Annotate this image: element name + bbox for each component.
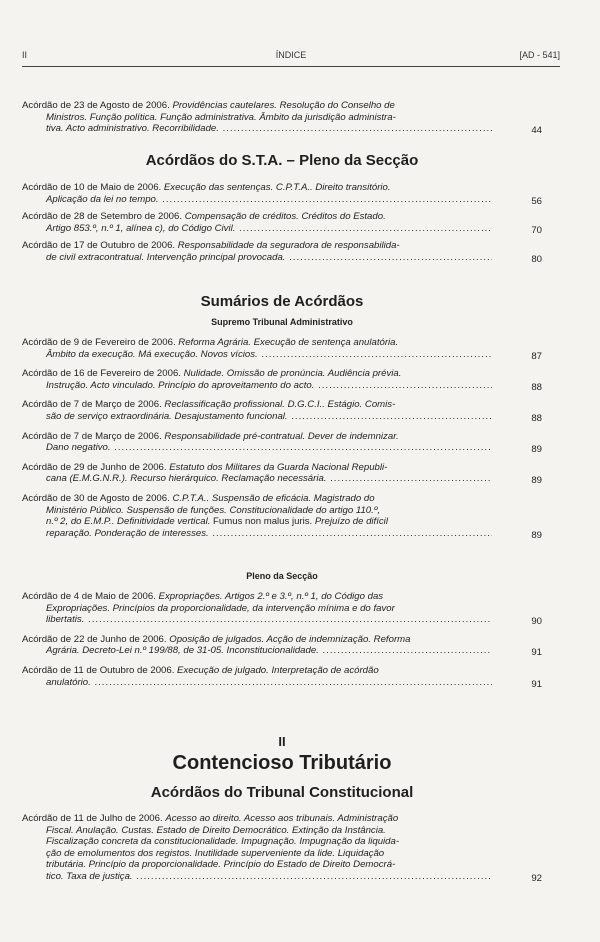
entry-line — [22, 603, 492, 615]
entry-subject-text: Nulidade. Omissão de pronúncia. Audiência prévia. — [183, 368, 402, 380]
entry-page-number: 91 — [531, 678, 542, 690]
entry-subject-text: Âmbito da execução. Má execução. Novos vícios. — [46, 348, 258, 360]
entry-line — [22, 411, 492, 423]
entry-subject-text: Artigo 853.º, n.º 1, alínea c), do Código Civil. — [46, 222, 236, 234]
entry-line — [22, 528, 492, 540]
entry-subject-text: Compensação de créditos. Créditos do Estado. — [184, 211, 386, 223]
entry-date-text: Acórdão de 11 de Outubro de 2006. — [22, 665, 178, 676]
entry-line — [22, 380, 492, 392]
entry-line — [22, 871, 492, 883]
entry-subject-text: Acesso ao direito. Acesso aos tribunais. Administração — [165, 813, 399, 824]
entry-page-number: 44 — [531, 125, 542, 137]
entry-page-number: 56 — [531, 195, 542, 207]
entry-page-number: 89 — [531, 475, 542, 487]
index-entry — [22, 431, 542, 454]
sumarios-subtitle: Supremo Tribunal Administrativo — [211, 317, 353, 327]
entry-line — [22, 813, 492, 825]
entry-line — [22, 100, 492, 112]
index-entry — [22, 665, 542, 688]
entry-line — [22, 634, 492, 646]
entry-subject-text: Reforma Agrária. Execução de sentença anulatória. — [178, 337, 399, 348]
entry-date-text: Acórdão de 16 de Fevereiro de 2006. — [22, 368, 184, 380]
entry-date-text: Acórdão de 17 de Outubro de 2006. — [22, 240, 178, 252]
entry-subject-text: Expropriações. Artigos 2.º e 3.º, n.º 1, do Código das — [158, 591, 384, 602]
tc-section-title: Acórdãos do Tribunal Constitucional — [150, 784, 414, 801]
entry-line — [22, 462, 492, 474]
header-title: ÍNDICE — [275, 50, 307, 60]
index-entry — [22, 182, 542, 205]
entry-date-text: Acórdão de 7 de Março de 2006. — [22, 399, 165, 411]
sta-section-title: Acórdãos do S.T.A. – Pleno da Secção — [145, 152, 419, 169]
entry-line — [22, 368, 492, 380]
entry-subject-text: Ministros. Função política. Função administrativa. Âmbito da jurisdição administra- — [46, 111, 396, 123]
entry-subject-text: Expropriações. Princípios da proporcionalidade, da intervenção mínima e do favor — [46, 602, 395, 614]
entry-line — [22, 223, 492, 235]
page-header — [22, 50, 560, 66]
entry-line — [22, 591, 492, 603]
entry-line — [22, 677, 492, 689]
entry-line — [22, 859, 492, 871]
entry-line — [22, 442, 492, 454]
entry-page-number: 90 — [531, 616, 542, 628]
index-entry — [22, 211, 542, 234]
entry-date-text: Acórdão de 30 de Agosto de 2006. — [22, 493, 173, 504]
entry-line — [22, 473, 492, 485]
entry-line — [22, 399, 492, 411]
index-entry — [22, 240, 542, 263]
entry-page-number: 92 — [531, 873, 542, 884]
part-number: II — [278, 734, 286, 749]
entry-subject-text: Execução de julgado. Interpretação de acórdão — [177, 665, 379, 676]
entry-page-number: 89 — [531, 444, 542, 456]
entry-date-text: Acórdão de 28 de Setembro de 2006. — [22, 211, 185, 223]
entry-subject-text: Prejuízo de difícil — [314, 516, 388, 528]
entry-subject-text: são de serviço extraordinária. Desajustamento funcional. — [46, 410, 288, 422]
entry-line — [22, 836, 492, 848]
entry-line — [22, 112, 492, 124]
entry-page-number: 88 — [531, 381, 542, 393]
entry-subject-text: anulatório. — [46, 676, 91, 688]
entry-subject-text: Dano negativo. — [46, 442, 111, 454]
entry-line — [22, 349, 492, 361]
entry-date-text: Acórdão de 9 de Fevereiro de 2006. — [22, 337, 179, 348]
entry-subject-text: n.º 2, do E.M.P.. Definitividade vertical. — [46, 516, 214, 528]
entry-subject-text: ção de emolumentos dos registos. Inutilidade superveniente da lide. Liquidação — [46, 847, 385, 859]
part-title: Contencioso Tributário — [172, 752, 392, 774]
entry-date-text: Acórdão de 11 de Julho de 2006. — [22, 813, 166, 824]
entry-page-number: 88 — [531, 412, 542, 424]
header-rule — [22, 66, 560, 67]
header-page-ref: [AD - 541] — [519, 50, 560, 60]
index-entry — [22, 813, 542, 883]
entry-page-number: 87 — [531, 350, 542, 362]
entry-line — [22, 848, 492, 860]
entry-subject-text: Estatuto dos Militares da Guarda Nacional Republi- — [169, 461, 388, 473]
entry-date-text: Acórdão de 22 de Junho de 2006. — [22, 633, 170, 645]
entry-subject-text: cana (E.M.G.N.R.). Recurso hierárquico. Reclamação necessária. — [46, 473, 327, 485]
entry-line — [22, 182, 492, 194]
entry-date-text: Acórdão de 29 de Junho de 2006. — [22, 461, 170, 473]
entry-subject-text: tiva. Acto administrativo. Recorribilidade. — [46, 123, 219, 135]
entry-line — [22, 825, 492, 837]
entry-line — [22, 211, 492, 223]
entry-subject-text: Instrução. Acto vinculado. Princípio do aproveitamento do acto. — [46, 379, 315, 391]
entry-line — [22, 252, 492, 264]
entry-line — [22, 337, 492, 349]
entry-subject-text: tico. Taxa de justiça. — [46, 870, 133, 882]
entry-subject-text: Oposição de julgados. Acção de indemnização. Reforma — [169, 633, 411, 645]
entry-line — [22, 505, 492, 517]
entry-subject-text: Fiscal. Anulação. Custas. Estado de Direito Democrático. Extinção da Instância. — [46, 824, 386, 836]
entry-page-number: 80 — [531, 253, 542, 265]
entry-subject-text: de civil extracontratual. Intervenção principal provocada. — [46, 251, 286, 263]
entry-line — [22, 194, 492, 206]
index-entry — [22, 100, 542, 135]
entry-line — [22, 665, 492, 677]
entry-subject-text: Fiscalização concreta da constitucionalidade. Impugnação. Impugnação da liquida- — [46, 836, 400, 848]
entry-subject-text: tributária. Princípio da proporcionalidade. Princípio do Estado de Direito Democrá- — [46, 859, 396, 871]
entry-subject-text: Responsabilidade pré-contratual. Dever de indemnizar. — [164, 430, 399, 442]
entry-line — [22, 493, 492, 505]
index-entry — [22, 462, 542, 485]
entry-subject-text: C.P.T.A.. Suspensão de eficácia. Magistrado do — [172, 493, 375, 504]
entry-subject-text: Providências cautelares. Resolução do Conselho de — [172, 100, 395, 111]
index-entry — [22, 634, 542, 657]
entry-subject-text: reparação. Ponderação de interesses. — [46, 527, 209, 539]
index-entry — [22, 399, 542, 422]
entry-subject-text: Responsabilidade da seguradora de responsabilida- — [177, 240, 400, 252]
entry-date-text: Fumus non malus juris. — [213, 516, 315, 528]
entry-subject-text: Execução das sentenças. C.P.T.A.. Direito transitório. — [163, 182, 391, 193]
entry-line — [22, 431, 492, 443]
entry-date-text: Acórdão de 10 de Maio de 2006. — [22, 182, 164, 193]
entry-line — [22, 516, 492, 528]
entry-date-text: Acórdão de 23 de Agosto de 2006. — [22, 100, 173, 111]
header-section-number: II — [22, 50, 28, 60]
index-entry — [22, 368, 542, 391]
entry-page-number: 91 — [531, 647, 542, 659]
pleno-subtitle: Pleno da Secção — [246, 571, 318, 581]
index-entry — [22, 591, 542, 626]
entry-subject-text: Agrária. Decreto-Lei n.º 199/88, de 31-05. Inconstitucionalidade. — [46, 645, 319, 657]
entry-subject-text: Aplicação da lei no tempo. — [46, 193, 159, 205]
entry-subject-text: Ministério Público. Suspensão de funções. Constitucionalidade do artigo 110.º, — [46, 504, 380, 516]
entry-line — [22, 614, 492, 626]
entry-date-text: Acórdão de 4 de Maio de 2006. — [22, 591, 159, 602]
entry-line — [22, 645, 492, 657]
entry-date-text: Acórdão de 7 de Março de 2006. — [22, 430, 165, 442]
sumarios-title: Sumários de Acórdãos — [200, 293, 364, 310]
entry-line — [22, 240, 492, 252]
entry-page-number: 70 — [531, 224, 542, 236]
entry-page-number: 89 — [531, 529, 542, 541]
index-entry — [22, 493, 542, 539]
index-entry — [22, 337, 542, 360]
entry-subject-text: libertatis. — [46, 614, 85, 626]
entry-line — [22, 123, 492, 135]
entry-subject-text: Reclassificação profissional. D.G.C.I.. Estágio. Comis- — [164, 399, 396, 411]
